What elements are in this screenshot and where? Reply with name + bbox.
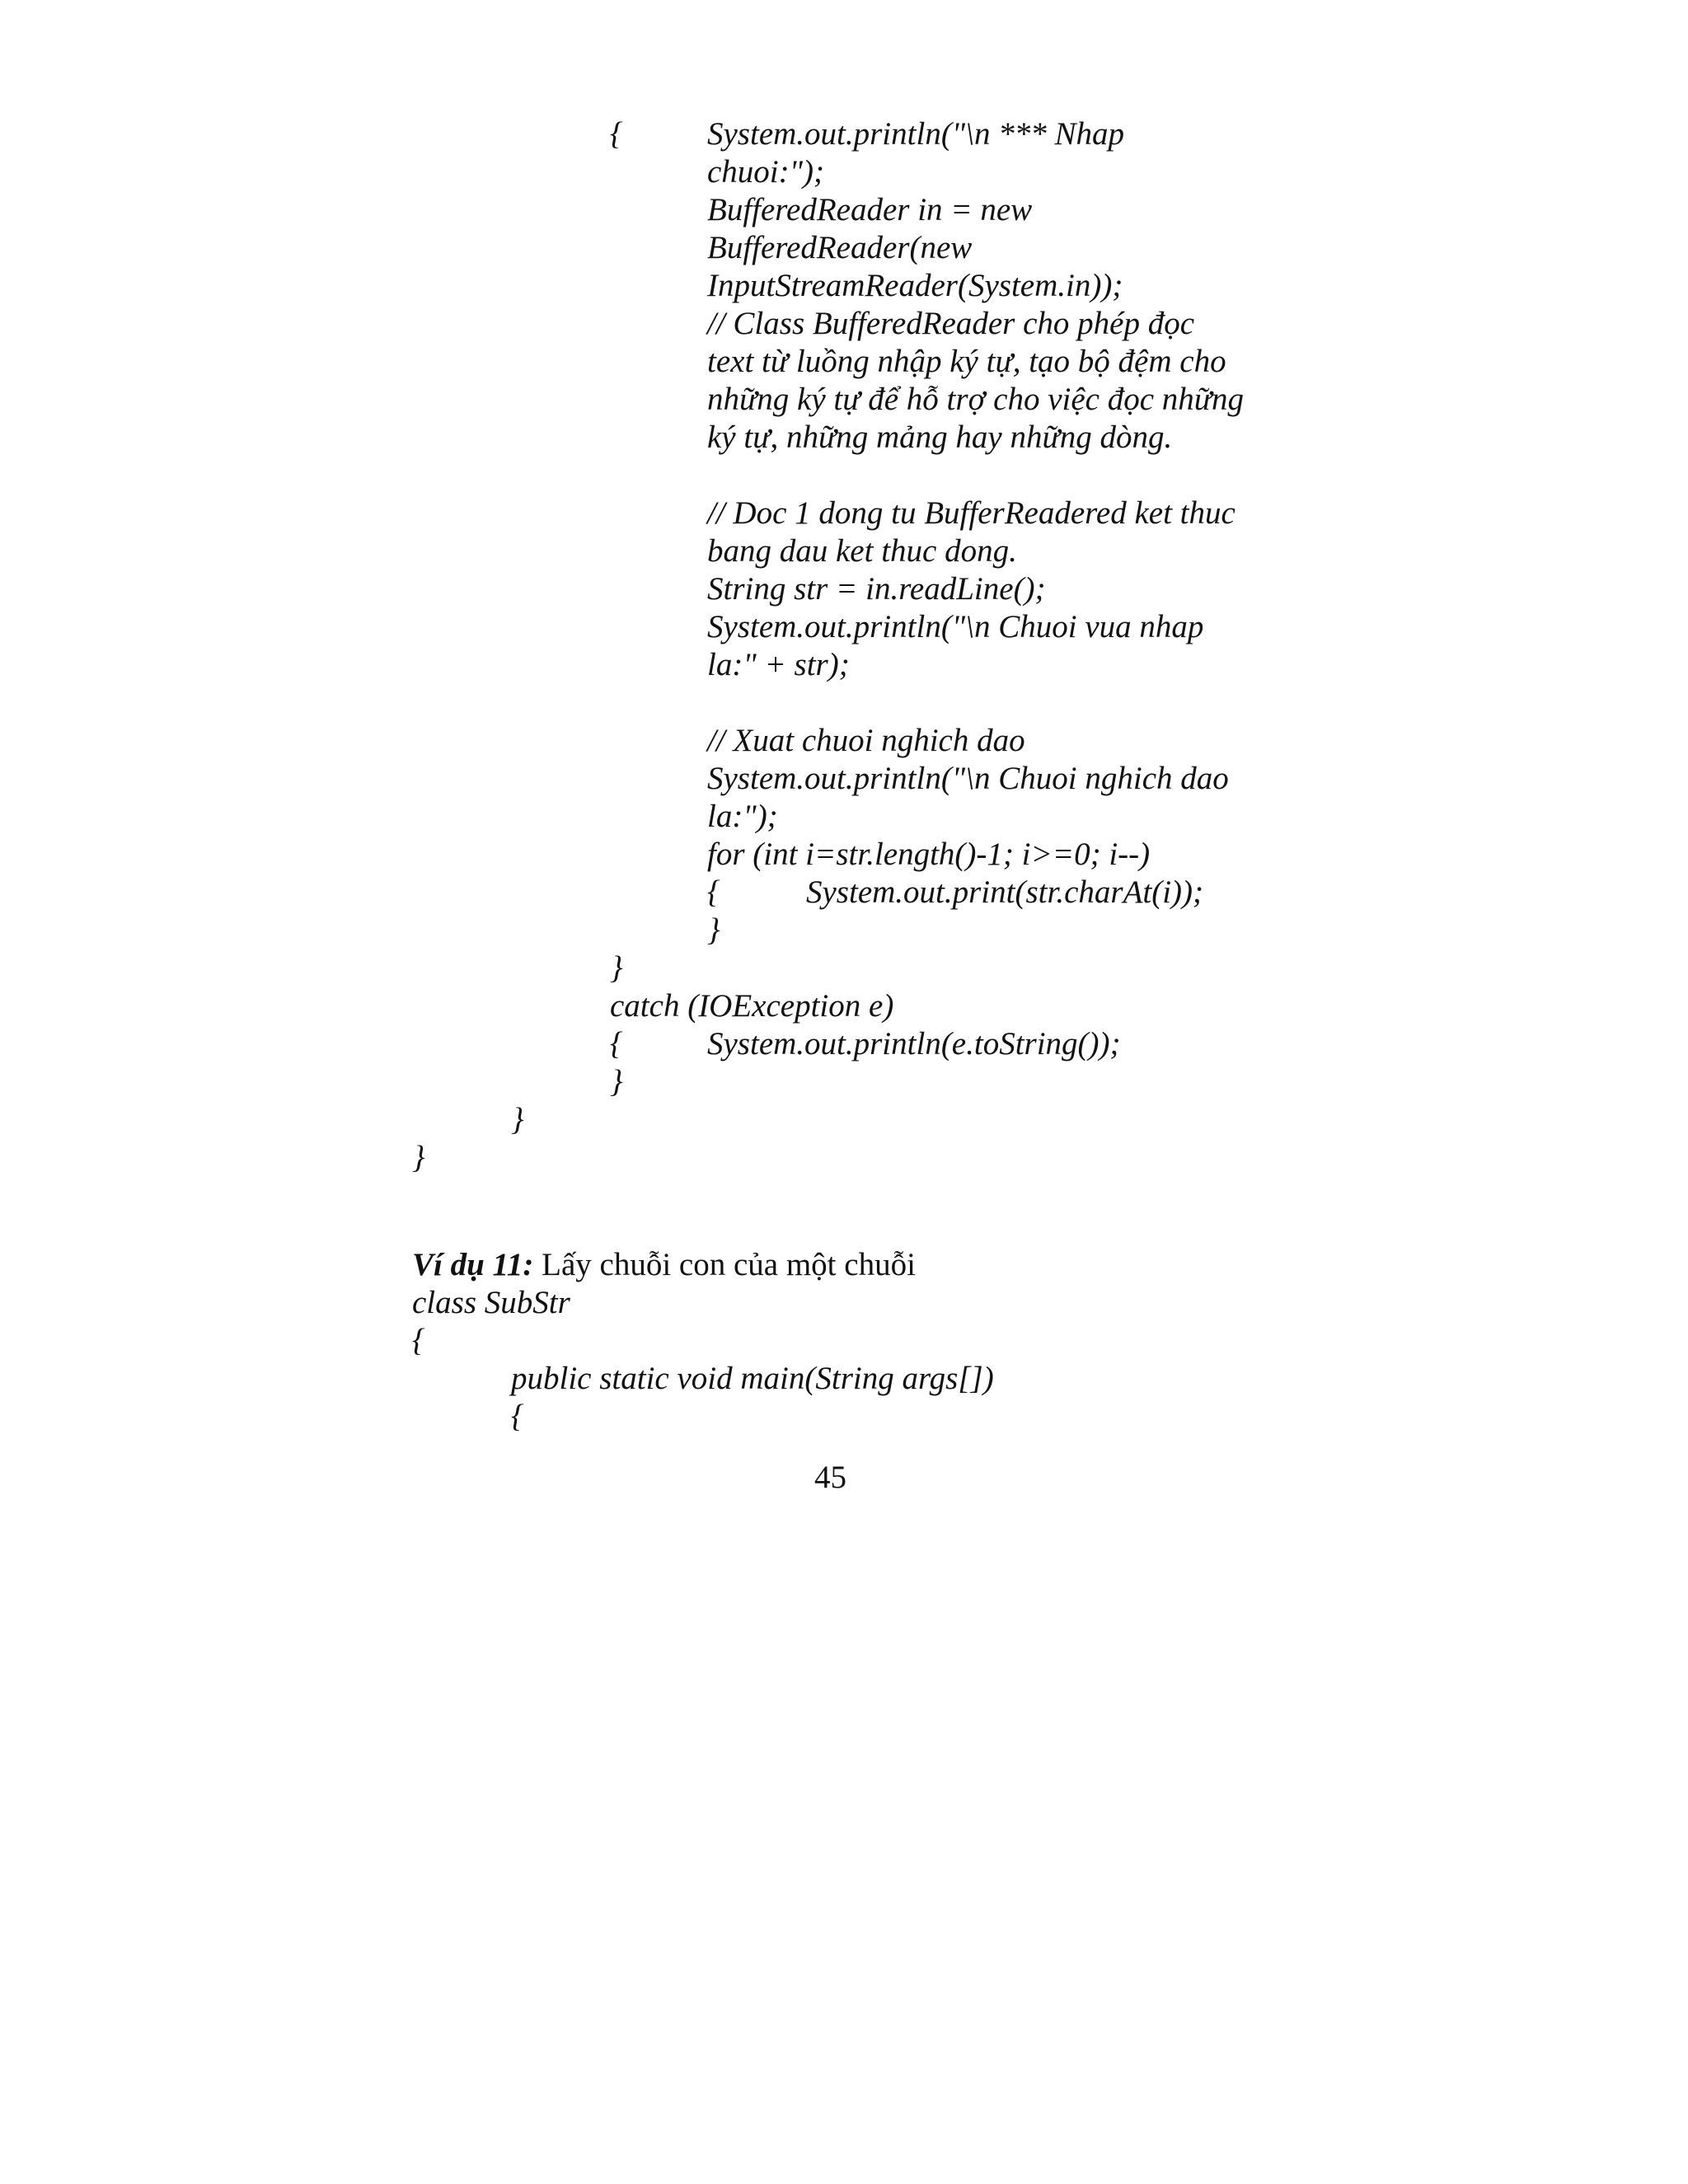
code-comment: những ký tự để hỗ trợ cho việc đọc những bbox=[707, 382, 1245, 417]
code-comment: // Xuat chuoi nghich dao bbox=[707, 723, 1025, 758]
code-brace: } bbox=[511, 1102, 524, 1137]
code-line: InputStreamReader(System.in)); bbox=[707, 268, 1123, 303]
code-line: BufferedReader(new bbox=[707, 230, 973, 265]
code-line: System.out.println("\n *** Nhap bbox=[707, 116, 1125, 152]
code-line: BufferedReader in = new bbox=[707, 192, 1033, 227]
code-brace: } bbox=[412, 1140, 425, 1175]
code-line: System.out.println("\n Chuoi nghich dao bbox=[707, 761, 1229, 796]
code-brace: { bbox=[610, 1026, 623, 1062]
code-line: chuoi:"); bbox=[707, 154, 824, 190]
code-line: la:" + str); bbox=[707, 647, 850, 682]
code-brace: } bbox=[610, 1064, 623, 1099]
code-line: class SubStr bbox=[412, 1285, 570, 1320]
code-brace: } bbox=[610, 950, 623, 986]
code-line: la:"); bbox=[707, 799, 778, 834]
code-line: System.out.println(e.toString()); bbox=[707, 1026, 1121, 1062]
code-line: public static void main(String args[]) bbox=[511, 1361, 994, 1396]
code-brace: { bbox=[707, 874, 720, 910]
code-line: catch (IOException e) bbox=[610, 988, 894, 1024]
code-brace: { bbox=[412, 1323, 425, 1358]
code-comment: // Class BufferedReader cho phép đọc bbox=[707, 306, 1195, 341]
code-brace: { bbox=[511, 1399, 524, 1434]
example-label: Ví dụ 11: bbox=[412, 1247, 534, 1282]
code-line: String str = in.readLine(); bbox=[707, 571, 1046, 607]
code-brace: { bbox=[610, 116, 623, 152]
code-line: for (int i=str.length()-1; i>=0; i--) bbox=[707, 837, 1151, 872]
code-line: System.out.print(str.charAt(i)); bbox=[806, 874, 1204, 910]
code-brace: } bbox=[707, 912, 720, 948]
code-comment: ký tự, những mảng hay những dòng. bbox=[707, 419, 1173, 455]
code-comment: bang dau ket thuc dong. bbox=[707, 533, 1017, 569]
code-comment: // Doc 1 dong tu BufferReadered ket thuc bbox=[707, 495, 1236, 531]
page-number: 45 bbox=[814, 1460, 846, 1495]
example-heading bbox=[412, 1246, 916, 1284]
code-comment: text từ luồng nhập ký tự, tạo bộ đệm cho bbox=[707, 344, 1226, 379]
code-line: System.out.println("\n Chuoi vua nhap bbox=[707, 609, 1204, 644]
example-title: Lấy chuỗi con của một chuỗi bbox=[533, 1247, 916, 1282]
